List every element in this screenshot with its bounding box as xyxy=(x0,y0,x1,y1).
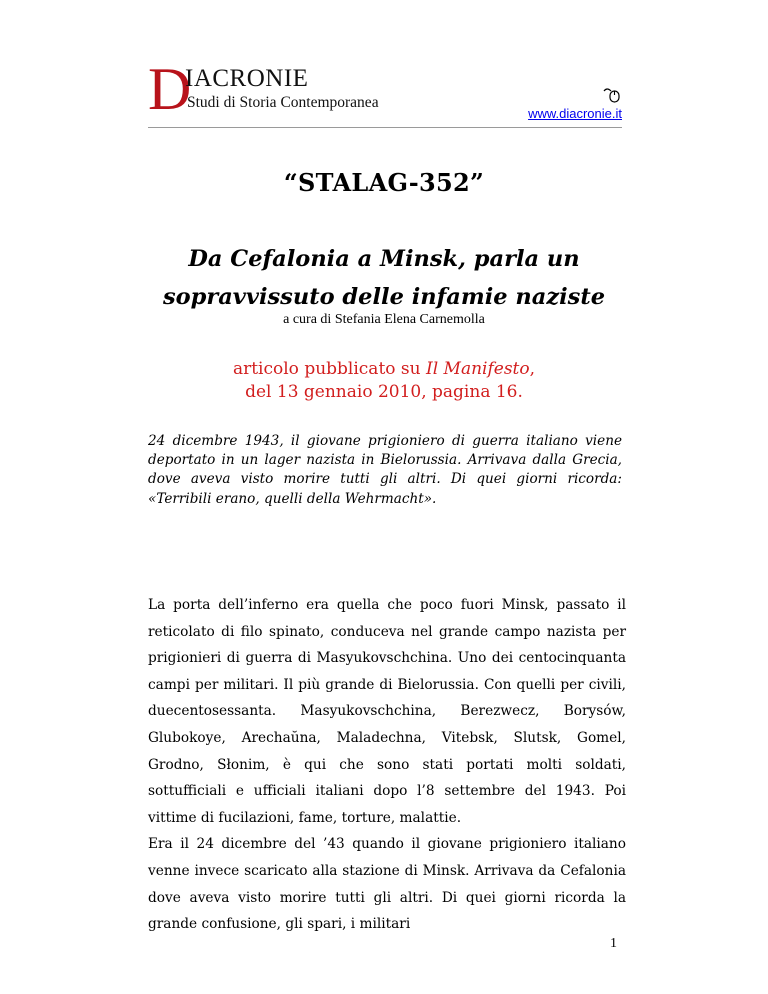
publication-suffix: , xyxy=(529,359,536,379)
body-paragraph-1: La porta dell’inferno era quella che poco fuori Minsk, passato il reticolato di filo spinato, conduceva nel grande campo nazista per prigionieri di guerra di Masyukovschchina. Uno dei centocinquanta campi per militari. Il più grande di Bielorussia. Con quelli per civili, duecentosessanta. Masyukovschchina, Berezwecz, Borysów, Glubokoye, Arechaŭna, Maladechna, Vitebsk, Slutsk, Gomel, Grodno, Słonim, è qui che sono stati portati molti soldati, sottufficiali e ufficiali italiani dopo l’8 settembre del 1943. Poi vittime di fucilazioni, fame, torture, malattie. xyxy=(148,597,626,826)
body-paragraph-2: Era il 24 dicembre del ’43 quando il giovane prigioniero italiano venne invece scaricato alla stazione di Minsk. Arrivava da Cefalonia dove aveva visto morire tutti gli altri. Di quei giorni ricorda la grande confusione, gli spari, i militari xyxy=(148,836,626,933)
header-divider xyxy=(148,127,622,128)
publication-journal: Il Manifesto xyxy=(426,359,530,379)
page-number: 1 xyxy=(610,936,617,951)
article-abstract: 24 dicembre 1943, il giovane prigioniero di guerra italiano viene deportato in un lager nazista in Bielorussia. Arrivava dalla Grecia, dove aveva visto morire tutti gli altri. Di quei giorni ricorda: «Terribili erano, quelli della Wehrmacht». xyxy=(148,433,622,507)
publication-note xyxy=(0,358,768,404)
logo-word: IACRONIE xyxy=(185,65,309,92)
diacronie-logo xyxy=(148,56,408,122)
article-body xyxy=(148,592,626,938)
logo-initial: D xyxy=(148,56,191,122)
article-subtitle: Da Cefalonia a Minsk, parla un sopravvissuto delle infamie naziste xyxy=(162,246,606,310)
publication-prefix: articolo pubblicato su xyxy=(232,359,426,379)
article-title-text: “STALAG-352” xyxy=(283,168,485,197)
logo-subtitle: Studi di Storia Contemporanea xyxy=(187,94,379,111)
byline: a cura di Stefania Elena Carnemolla xyxy=(283,312,485,327)
publication-line-1 xyxy=(0,358,768,381)
article-title xyxy=(0,168,768,197)
mouse-icon xyxy=(602,86,622,104)
publication-line-2: del 13 gennaio 2010, pagina 16. xyxy=(245,382,523,402)
website-link[interactable]: www.diacronie.it xyxy=(528,106,622,121)
